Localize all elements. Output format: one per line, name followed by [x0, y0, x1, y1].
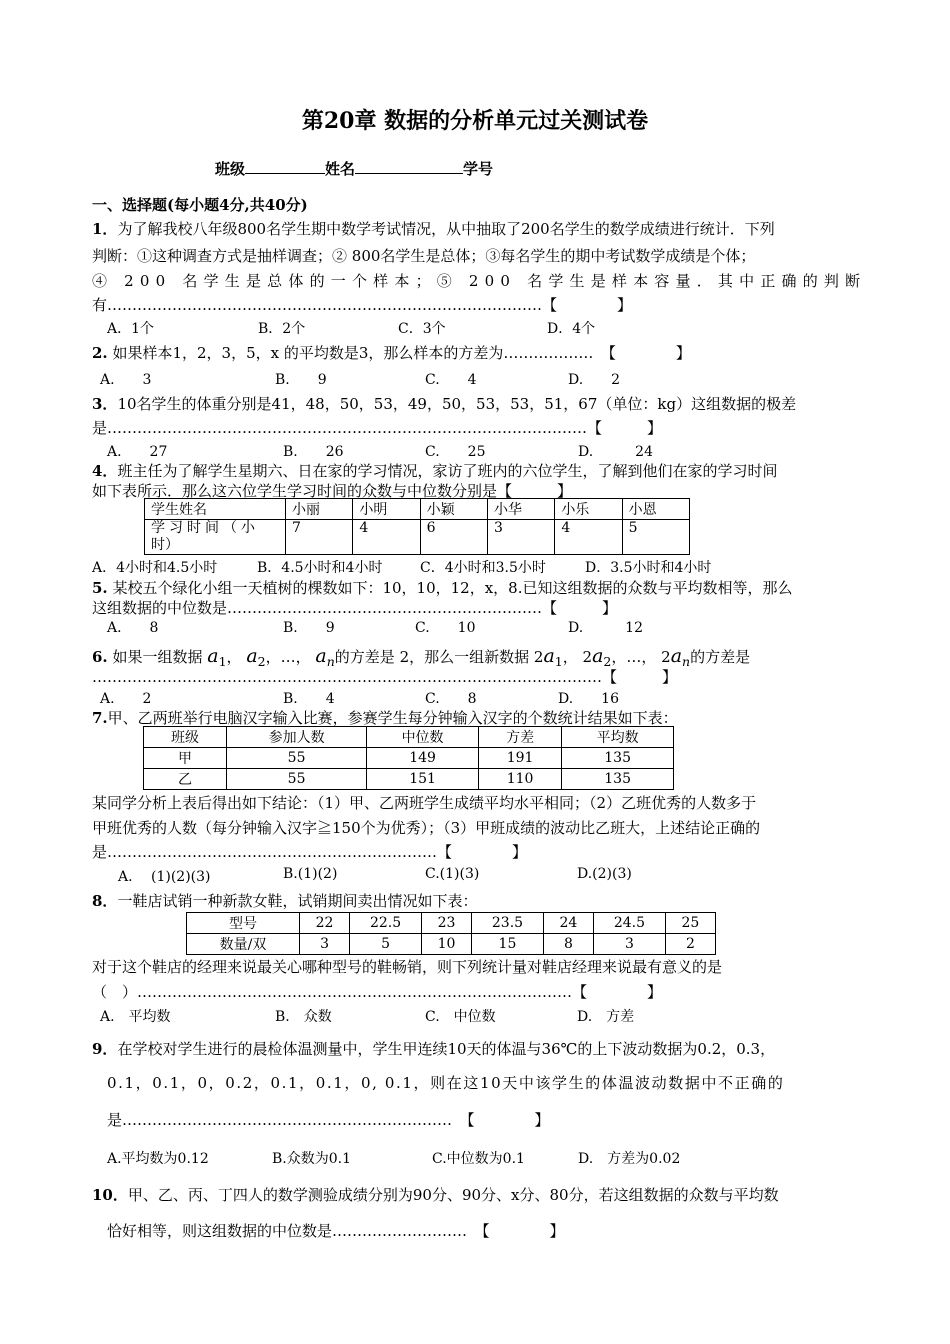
q1-line4: 有……………………………………………………………………………【 】: [92, 296, 633, 314]
q8-option-d: D. 方差: [577, 1009, 635, 1025]
q4-line1: 4．班主任为了解学生星期六、日在家的学习情况，家访了班内的六位学生，了解到他们在家的学习时间: [92, 462, 778, 480]
table-cell: 7: [286, 520, 353, 555]
q7-line4: 是…………………………………………………………【 】: [92, 843, 528, 861]
q9-option-a: A.平均数为0.12: [107, 1151, 209, 1167]
table-cell: 数量/双: [187, 934, 300, 955]
table-cell: 55: [227, 748, 367, 769]
q6-option-a: A. 2: [100, 691, 152, 707]
q5-option-b: B. 9: [283, 620, 335, 636]
table-cell: 2: [665, 934, 715, 955]
table-cell: 10: [421, 934, 471, 955]
table-cell: 小颖: [420, 499, 487, 520]
q1-option-c: C．3个: [398, 321, 446, 337]
table-cell: 3: [487, 520, 554, 555]
table-cell: 小恩: [622, 499, 689, 520]
q7-option-c: C.(1)(3): [425, 866, 480, 882]
table-cell: 学生姓名: [145, 499, 286, 520]
q8-line1: 8．一鞋店试销一种新款女鞋，试销期间卖出情况如下表：: [92, 892, 478, 910]
q7-option-a: A. (1)(2)(3): [118, 869, 211, 885]
q9-line2: 0.1，0.1，0，0.2，0.1，0.1，0, 0.1，则在这10天中该学生的体温波动数据中不正确的: [107, 1074, 785, 1092]
q9-option-c: C.中位数为0.1: [432, 1151, 525, 1167]
q3-option-d: D. 24: [578, 444, 653, 460]
number-label: 学号: [463, 160, 494, 178]
table-cell: 甲: [144, 748, 227, 769]
q2-line1: 2. 如果样本1，2，3，5，x 的平均数是3，那么样本的方差为……………… 【 】: [92, 344, 691, 362]
table-cell: 151: [367, 769, 479, 790]
q7-line2: 某同学分析上表后得出如下结论：（1）甲、乙两班学生成绩平均水平相同；（2）乙班优秀的人数多于: [92, 794, 757, 812]
q1-option-a: A．1个: [107, 321, 155, 337]
q7-option-b: B.(1)(2): [283, 866, 338, 882]
table-cell: 22: [300, 913, 350, 934]
name-label: 姓名: [325, 160, 356, 178]
table-cell: 55: [227, 769, 367, 790]
q6-option-b: B. 4: [283, 691, 335, 707]
q5-option-a: A. 8: [107, 620, 159, 636]
q2-option-b: B. 9: [275, 372, 327, 388]
q4-study-time-table: [144, 498, 690, 555]
table-cell: 小丽: [286, 499, 353, 520]
q4-option-d: D．3.5小时和4小时: [585, 560, 712, 576]
q1-option-b: B．2个: [258, 321, 306, 337]
q9-line1: 9．在学校对学生进行的晨检体温测量中，学生甲连续10天的体温与36℃的上下波动数据为0.2，0.3，: [92, 1040, 776, 1058]
q10-line1: 10．甲、乙、丙、丁四人的数学测验成绩分别为90分、90分、x分、80分，若这组数据的众数与平均数: [92, 1186, 779, 1204]
q5-line1: 5. 某校五个绿化小组一天植树的棵数如下：10，10，12，x，8.已知这组数据的众数与平均数相等，那么: [92, 579, 793, 597]
student-info-line: [215, 158, 493, 179]
q9-line3: 是………………………………………………………… 【 】: [107, 1111, 550, 1129]
table-row: [145, 520, 690, 555]
table-cell: 22.5: [350, 913, 422, 934]
q2-option-a: A. 3: [100, 372, 152, 388]
q6-line1: 6. 如果一组数据 $a_1$， $a_2$，…， $a_n$的方差是 2，那么一组新数据 $2a_1$， $2a_2$，…， $2a_n$的方差是: [92, 645, 751, 669]
table-cell: 小乐: [555, 499, 622, 520]
table-cell: 135: [562, 769, 674, 790]
table-cell: 中位数: [367, 727, 479, 748]
q9-option-d: D. 方差为0.02: [578, 1151, 681, 1167]
table-cell: 24: [543, 913, 593, 934]
q4-option-b: B．4.5小时和4小时: [257, 560, 383, 576]
table-cell: 方差: [478, 727, 561, 748]
q3-option-a: A. 27: [107, 444, 168, 460]
table-row: [144, 748, 674, 769]
q9-option-b: B.众数为0.1: [272, 1151, 352, 1167]
q7-line3: 甲班优秀的人数（每分钟输入汉字≧150个为优秀）；（3）甲班成绩的波动比乙班大，上述结论正确的: [92, 819, 761, 837]
q8-shoe-table: [186, 912, 716, 955]
table-cell: 型号: [187, 913, 300, 934]
table-cell: 参加人数: [227, 727, 367, 748]
table-cell: 135: [562, 748, 674, 769]
table-cell: 4: [353, 520, 420, 555]
table-row: [144, 769, 674, 790]
q2-option-d: D. 2: [568, 372, 621, 388]
class-blank: [245, 159, 325, 174]
q4-option-a: A．4小时和4.5小时: [92, 560, 218, 576]
q3-option-b: B. 26: [283, 444, 344, 460]
q1-line2: 判断：①这种调查方式是抽样调查；② 800名学生是总体；③每名学生的期中考试数学成绩是个体；: [92, 247, 756, 265]
q2-option-c: C. 4: [425, 372, 477, 388]
section-heading: 一、选择题(每小题4分,共40分): [92, 196, 308, 214]
table-cell: 23.5: [472, 913, 544, 934]
table-row: [187, 934, 716, 955]
q1-option-d: D．4个: [547, 321, 596, 337]
q5-line2: 这组数据的中位数是………………………………………………………【 】: [92, 599, 618, 617]
table-cell: 110: [478, 769, 561, 790]
table-cell: 25: [665, 913, 715, 934]
q4-line2: 如下表所示．那么这六位学生学习时间的众数与中位数分别是【 】: [92, 482, 573, 500]
table-cell: 小华: [487, 499, 554, 520]
q8-line3: （ ）……………………………………………………………………………【 】: [92, 983, 663, 1001]
table-cell: 15: [472, 934, 544, 955]
q5-option-d: D. 12: [568, 620, 643, 636]
q8-option-c: C. 中位数: [425, 1009, 496, 1025]
table-cell: 24.5: [594, 913, 666, 934]
q8-option-b: B. 众数: [275, 1009, 332, 1025]
q3-line1: 3．10名学生的体重分别是41，48，50，53，49，50，53，53，51，67（单位：kg）这组数据的极差: [92, 395, 797, 413]
q4-option-c: C．4小时和3.5小时: [420, 560, 546, 576]
table-row: [187, 913, 716, 934]
table-cell: 5: [622, 520, 689, 555]
q3-line2: 是……………………………………………………………………………………【 】: [92, 419, 663, 437]
class-label: 班级: [215, 160, 246, 178]
name-blank: [355, 159, 463, 174]
table-cell: 3: [300, 934, 350, 955]
table-cell: 8: [543, 934, 593, 955]
table-cell: 6: [420, 520, 487, 555]
table-cell: 小明: [353, 499, 420, 520]
table-cell: 23: [421, 913, 471, 934]
q5-option-c: C. 10: [415, 620, 476, 636]
q1-line3: ④ 200 名学生是总体的一个样本；⑤ 200 名学生是样本容量．其中正确的判断: [92, 272, 867, 290]
q1-line1: 1．为了解我校八年级800名学生期中数学考试情况，从中抽取了200名学生的数学成绩进行统计．下列: [92, 220, 775, 238]
table-cell: 乙: [144, 769, 227, 790]
table-cell: 4: [555, 520, 622, 555]
table-cell: 3: [594, 934, 666, 955]
q7-line1: 7.甲、乙两班举行电脑汉字输入比赛，参赛学生每分钟输入汉字的个数统计结果如下表：: [92, 709, 678, 727]
page-title: 第20章 数据的分析单元过关测试卷: [301, 108, 649, 134]
table-row: [145, 499, 690, 520]
q8-option-a: A. 平均数: [100, 1009, 171, 1025]
q3-option-c: C. 25: [425, 444, 486, 460]
table-row: [144, 727, 674, 748]
table-cell: 191: [478, 748, 561, 769]
q6-line2: …………………………………………………………………………………………【 】: [92, 668, 678, 686]
table-cell: 5: [350, 934, 422, 955]
table-cell: 班级: [144, 727, 227, 748]
q7-typing-table: [143, 726, 674, 790]
table-cell: 平均数: [562, 727, 674, 748]
table-cell: 149: [367, 748, 479, 769]
q6-option-d: D. 16: [558, 691, 619, 707]
q10-line2: 恰好相等，则这组数据的中位数是……………………… 【 】: [107, 1222, 565, 1240]
q7-option-d: D.(2)(3): [577, 866, 632, 882]
table-cell: 学习时间（小 时）: [145, 520, 286, 555]
q6-option-c: C. 8: [425, 691, 477, 707]
q8-line2: 对于这个鞋店的经理来说最关心哪种型号的鞋畅销，则下列统计量对鞋店经理来说最有意义的是: [92, 958, 723, 976]
